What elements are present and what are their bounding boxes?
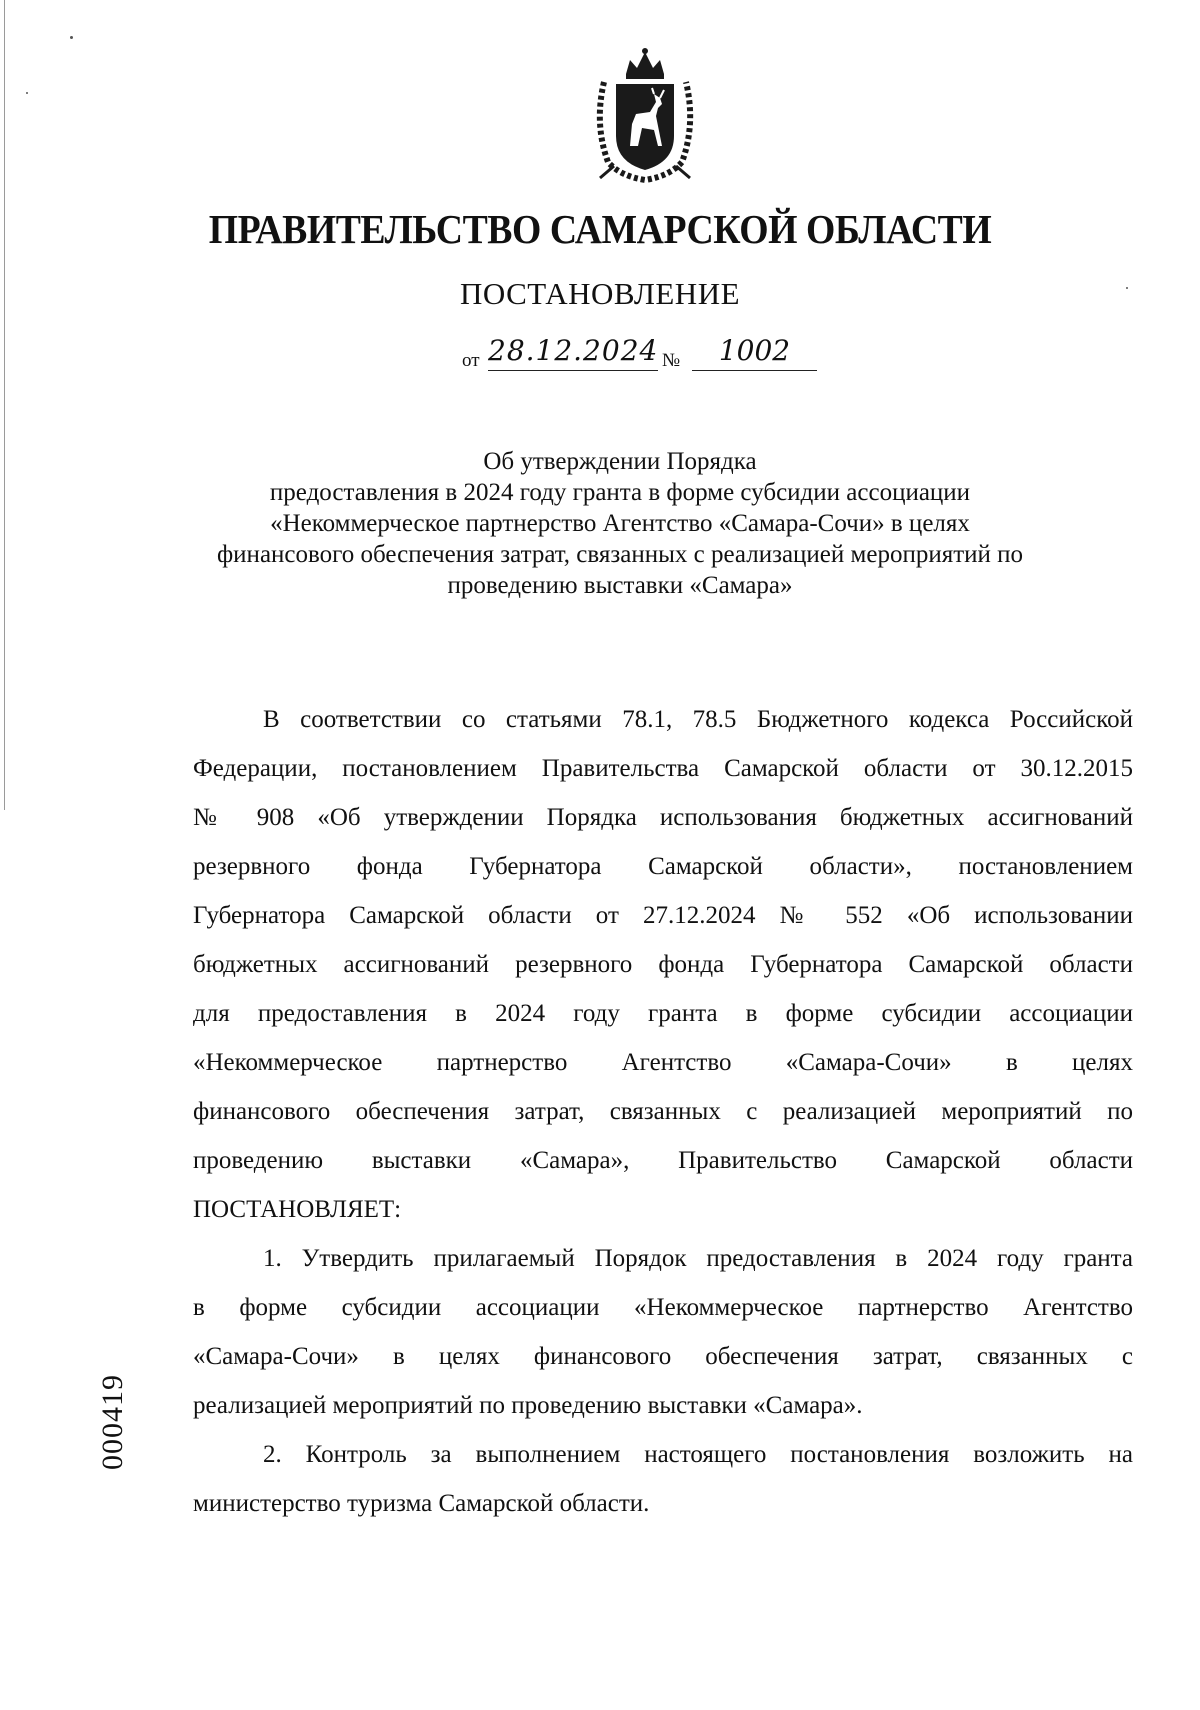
margin-stamp-number: 000419 (96, 1374, 129, 1470)
preamble-line: В соответствии со статьями 78.1, 78.5 Бюджетного кодекса Российской (263, 706, 1133, 733)
preamble-line: для предоставления в 2024 году гранта в форме субсидии ассоциации (193, 1000, 1133, 1027)
subject-line: предоставления в 2024 году гранта в форме субсидии ассоциации (269, 479, 971, 506)
preamble-line: финансового обеспечения затрат, связанных с реализацией мероприятий по (193, 1098, 1133, 1125)
item1-line: 1. Утвердить прилагаемый Порядок предоставления в 2024 году гранта (263, 1245, 1133, 1272)
scan-speck (26, 92, 28, 94)
subject-line: проведению выставки «Самара» (447, 572, 793, 599)
document-subject (180, 446, 1060, 601)
item2-line: министерство туризма Самарской области. (193, 1490, 650, 1517)
document-body (193, 695, 1133, 1528)
preamble-line: бюджетных ассигнований резервного фонда Губернатора Самарской области (193, 951, 1133, 978)
subject-line: Об утверждении Порядка (483, 448, 757, 475)
item1-line: «Самара-Сочи» в целях финансового обеспечения затрат, связанных с (193, 1343, 1133, 1370)
number-value: 1002 (692, 332, 817, 371)
item1-line: в форме субсидии ассоциации «Некоммерческое партнерство Агентство (193, 1294, 1133, 1321)
subject-line: «Некоммерческое партнерство Агентство «Самара-Сочи» в целях (270, 510, 970, 537)
item1-line: реализацией мероприятий по проведению выставки «Самара». (193, 1392, 863, 1419)
number-prefix: № (662, 350, 681, 371)
preamble-line: № 908 «Об утверждении Порядка использования бюджетных ассигнований (193, 804, 1133, 831)
preamble-line: проведению выставки «Самара», Правительство Самарской области (193, 1147, 1133, 1174)
item2-line: 2. Контроль за выполнением настоящего постановления возложить на (263, 1441, 1133, 1468)
preamble-line: «Некоммерческое партнерство Агентство «Самара-Сочи» в целях (193, 1049, 1133, 1076)
scan-edge-line (4, 0, 5, 810)
scan-speck (70, 36, 73, 39)
government-title: ПРАВИТЕЛЬСТВО САМАРСКОЙ ОБЛАСТИ (208, 206, 992, 252)
preamble-line: Губернатора Самарской области от 27.12.2024 № 552 «Об использовании (193, 902, 1133, 929)
date-number-line (462, 332, 862, 376)
date-value: 28.12.2024 (488, 332, 658, 371)
samara-coat-of-arms-icon (590, 44, 700, 184)
preamble-line: ПОСТАНОВЛЯЕТ: (193, 1196, 402, 1223)
date-prefix: от (462, 350, 480, 371)
preamble-line: резервного фонда Губернатора Самарской области», постановлением (193, 853, 1133, 880)
subject-line: финансового обеспечения затрат, связанных с реализацией мероприятий по (216, 541, 1024, 568)
document-type: ПОСТАНОВЛЕНИЕ (459, 276, 741, 311)
preamble-line: Федерации, постановлением Правительства Самарской области от 30.12.2015 (193, 755, 1133, 782)
